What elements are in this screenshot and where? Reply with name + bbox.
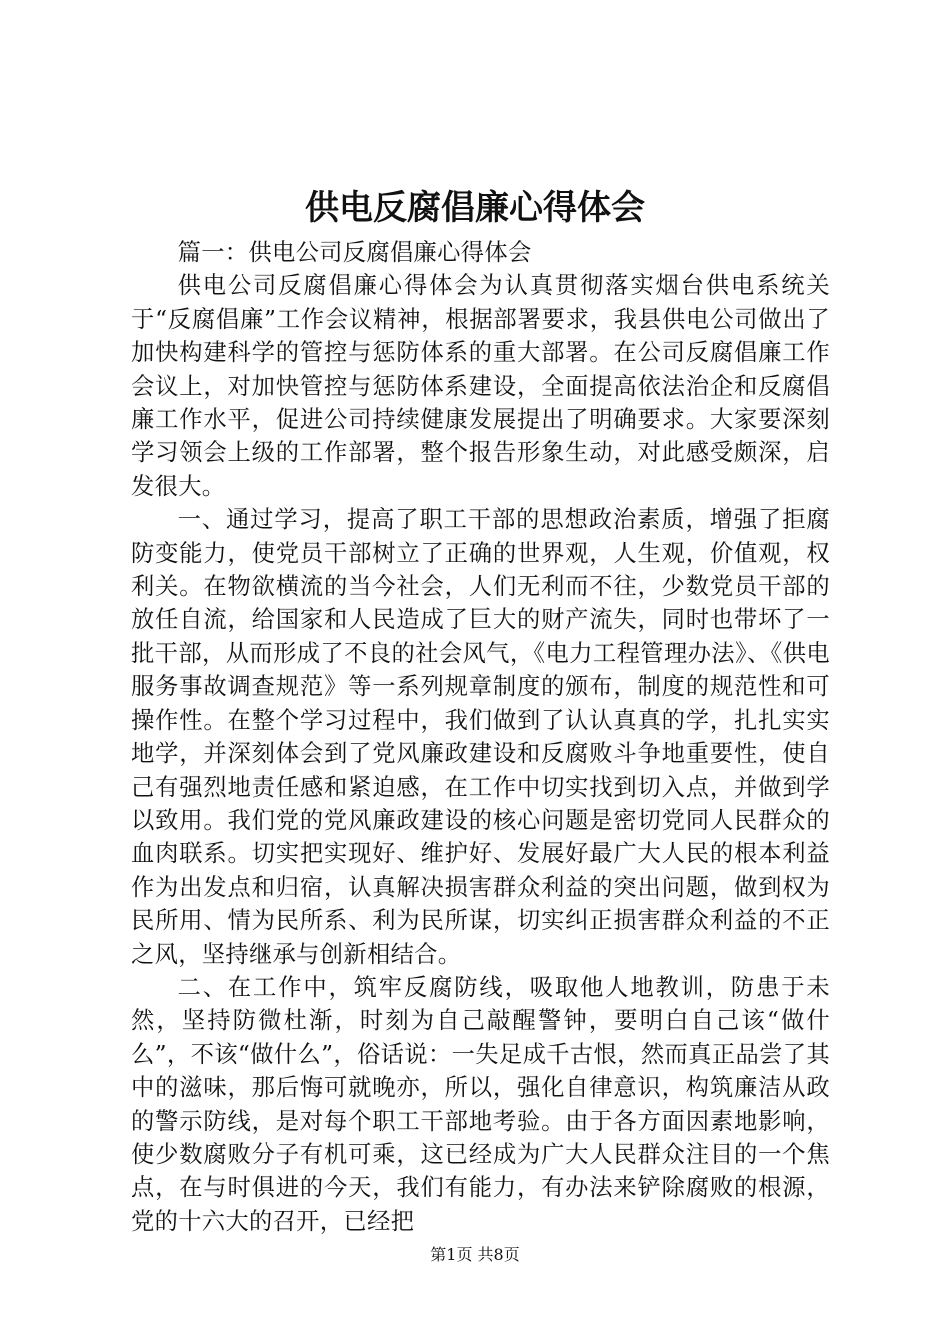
page-title: 供电反腐倡廉心得体会 [305,188,645,228]
page-footer: 第1页 共8页 [430,1245,520,1264]
paragraph-point-one: 一、通过学习，提高了职工干部的思想政治素质，增强了拒腐防变能力，使党员干部树立了正确的世界观，人生观，价值观，权利关。在物欲横流的当今社会，人们无利而不往，少数党员干部的放任自流，给国家和人民造成了巨大的财产流失，同时也带坏了一批干部，从而形成了不良的社会风气，《电力工程管理办法》、《供电服务事故调查规范》等一系列规章制度的颁布，制度的规范性和可操作性。在整个学习过程中，我们做到了认认真真的学，扎扎实实地学，并深刻体会到了党风廉政建设和反腐败斗争地重要性，使自己有强烈地责任感和紧迫感，在工作中切实找到切入点，并做到学以致用。我们党的党风廉政建设的核心问题是密切党同人民群众的血肉联系。切实把实现好、维护好、发展好最广大人民的根本利益作为出发点和归宿，认真解决损害群众利益的突出问题，做到权为民所用、情为民所系、利为民所谋，切实纠正损害群众利益的不正之风，坚持继承与创新相结合。 [131,506,830,968]
paragraph-intro: 供电公司反腐倡廉心得体会为认真贯彻落实烟台供电系统关于“反腐倡廉”工作会议精神，根据部署要求，我县供电公司做出了加快构建科学的管控与惩防体系的重大部署。在公司反腐倡廉工作会议上，对加快管控与惩防体系建设，全面提高依法治企和反腐倡廉工作水平，促进公司持续健康发展提出了明确要求。大家要深刻学习领会上级的工作部署，整个报告形象生动，对此感受颇深，启发很大。 [131,272,830,500]
section-heading: 篇一：供电公司反腐倡廉心得体会 [177,239,532,266]
document-body [131,236,830,1238]
paragraph-point-two: 二、在工作中，筑牢反腐防线，吸取他人地教训，防患于未然，坚持防微杜渐，时刻为自己敲醒警钟，要明白自己该“做什么”，不该“做什么”，俗话说：一失足成千古恨，然而真正品尝了其中的滋味，那后悔可就晚亦，所以，强化自律意识，构筑廉洁从政的警示防线，是对每个职工干部地考验。由于各方面因素地影响，使少数腐败分子有机可乘，这已经成为广大人民群众注目的一个焦点，在与时俱进的今天，我们有能力，有办法来铲除腐败的根源，党的十六大的召开，已经把 [131,973,830,1235]
